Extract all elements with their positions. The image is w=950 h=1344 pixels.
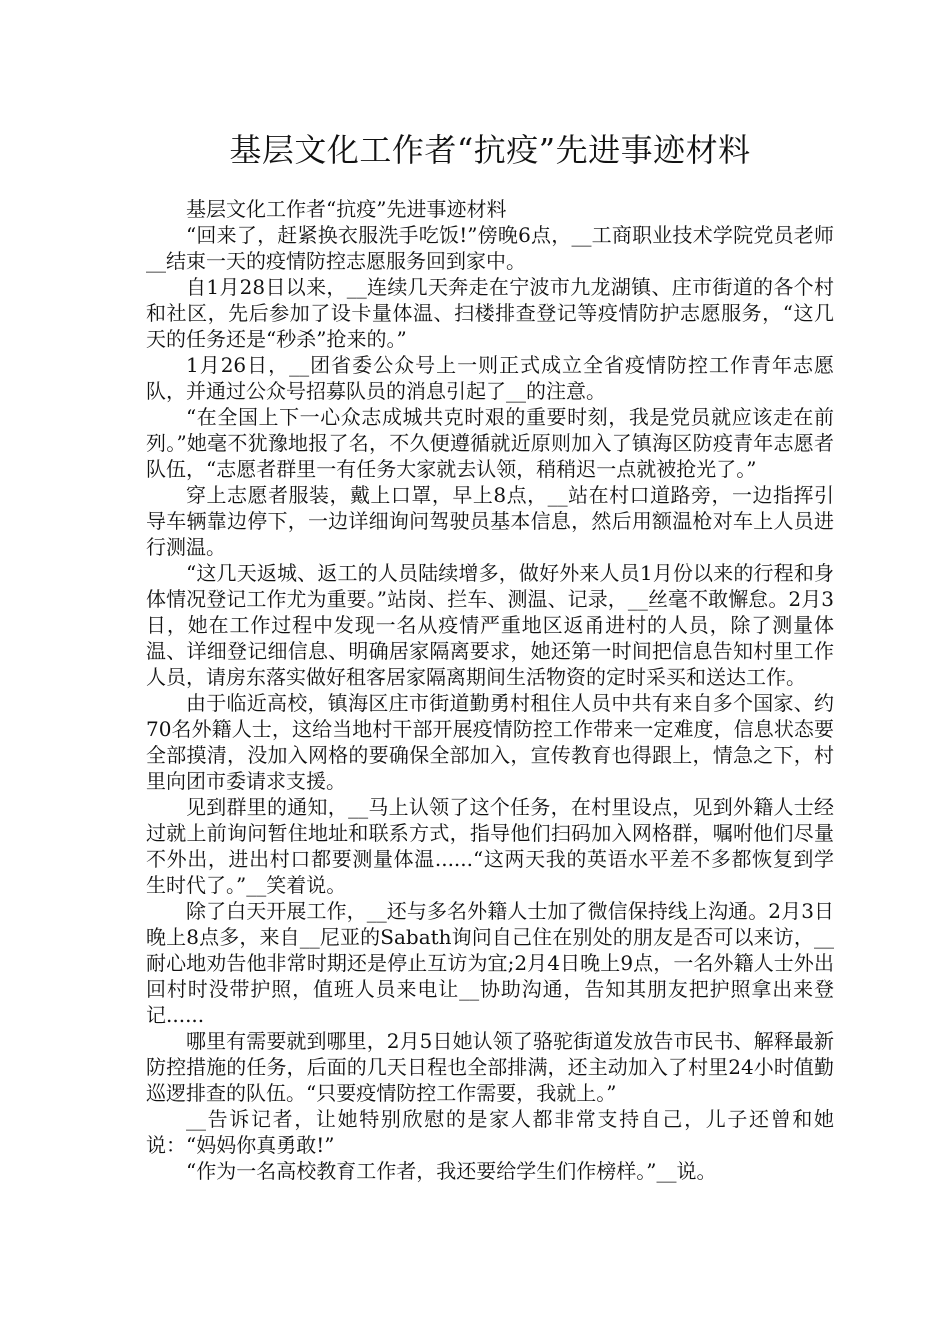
paragraph-12: __告诉记者，让她特别欣慰的是家人都非常支持自己，儿子还曾和她说：“妈妈你真勇敢!” xyxy=(146,1107,834,1157)
paragraph-5: “在全国上下一心众志成城共克时艰的重要时刻，我是党员就应该走在前列。”她毫不犹豫地报了名，不久便遵循就近原则加入了镇海区防疫青年志愿者队伍，“志愿者群里一有任务大家就去认领，稍稍迟一点就被抢光了。” xyxy=(146,405,834,481)
document-title: 基层文化工作者“抗疫”先进事迹材料 xyxy=(229,131,751,169)
paragraph-13: “作为一名高校教育工作者，我还要给学生们作榜样。”__说。 xyxy=(186,1159,717,1183)
paragraph-7: “这几天返城、返工的人员陆续增多，做好外来人员1月份以来的行程和身体情况登记工作尤为重要。”站岗、拦车、测温、记录，__丝毫不敢懈怠。2月3日，她在工作过程中发现一名从疫情严重地区返甬进村的人员，除了测量体温、详细登记细信息、明确居家隔离要求，她还第一时间把信息告知村里工作人员，请房东落实做好租客居家隔离期间生活物资的定时采买和送达工作。 xyxy=(146,561,834,689)
paragraph-9: 见到群里的通知，__马上认领了这个任务，在村里设点，见到外籍人士经过就上前询问暂住地址和联系方式，指导他们扫码加入网格群，嘱咐他们尽量不外出，进出村口都要测量体温......“这两天我的英语水平差不多都恢复到学生时代了。”__笑着说。 xyxy=(146,795,834,897)
paragraph-4: 1月26日，__团省委公众号上一则正式成立全省疫情防控工作青年志愿队，并通过公众号招募队员的消息引起了__的注意。 xyxy=(146,353,834,403)
paragraph-1: 基层文化工作者“抗疫”先进事迹材料 xyxy=(186,197,507,221)
paragraph-3: 自1月28日以来，__连续几天奔走在宁波市九龙湖镇、庄市街道的各个村和社区，先后参加了设卡量体温、扫楼排查登记等疫情防护志愿服务，“这几天的任务还是“秒杀”抢来的。” xyxy=(146,275,834,351)
paragraph-11: 哪里有需要就到哪里，2月5日她认领了骆驼街道发放告市民书、解释最新防控措施的任务，后面的几天日程也全部排满，还主动加入了村里24小时值勤巡逻排查的队伍。“只要疫情防控工作需要，我就上。” xyxy=(146,1029,834,1105)
paragraph-6: 穿上志愿者服装，戴上口罩，早上8点，__站在村口道路旁，一边指挥引导车辆靠边停下，一边详细询问驾驶员基本信息，然后用额温枪对车上人员进行测温。 xyxy=(146,483,834,559)
paragraph-8: 由于临近高校，镇海区庄市街道勤勇村租住人员中共有来自多个国家、约70名外籍人士，这给当地村干部开展疫情防控工作带来一定难度，信息状态要全部摸清，没加入网格的要确保全部加入，宣传教育也得跟上，情急之下，村里向团市委请求支援。 xyxy=(146,691,834,793)
paragraph-2: “回来了，赶紧换衣服洗手吃饭!”傍晚6点，__工商职业技术学院党员老师__结束一天的疫情防控志愿服务回到家中。 xyxy=(146,223,834,273)
document-body xyxy=(146,196,834,1184)
paragraph-10: 除了白天开展工作，__还与多名外籍人士加了微信保持线上沟通。2月3日晚上8点多，来自__尼亚的Sabath询问自己住在别处的朋友是否可以来访，__耐心地劝告他非常时期还是停止互访为宜;2月4日晚上9点，一名外籍人士外出回村时没带护照，值班人员来电让__协助沟通，告知其朋友把护照拿出来登记...... xyxy=(146,899,834,1027)
